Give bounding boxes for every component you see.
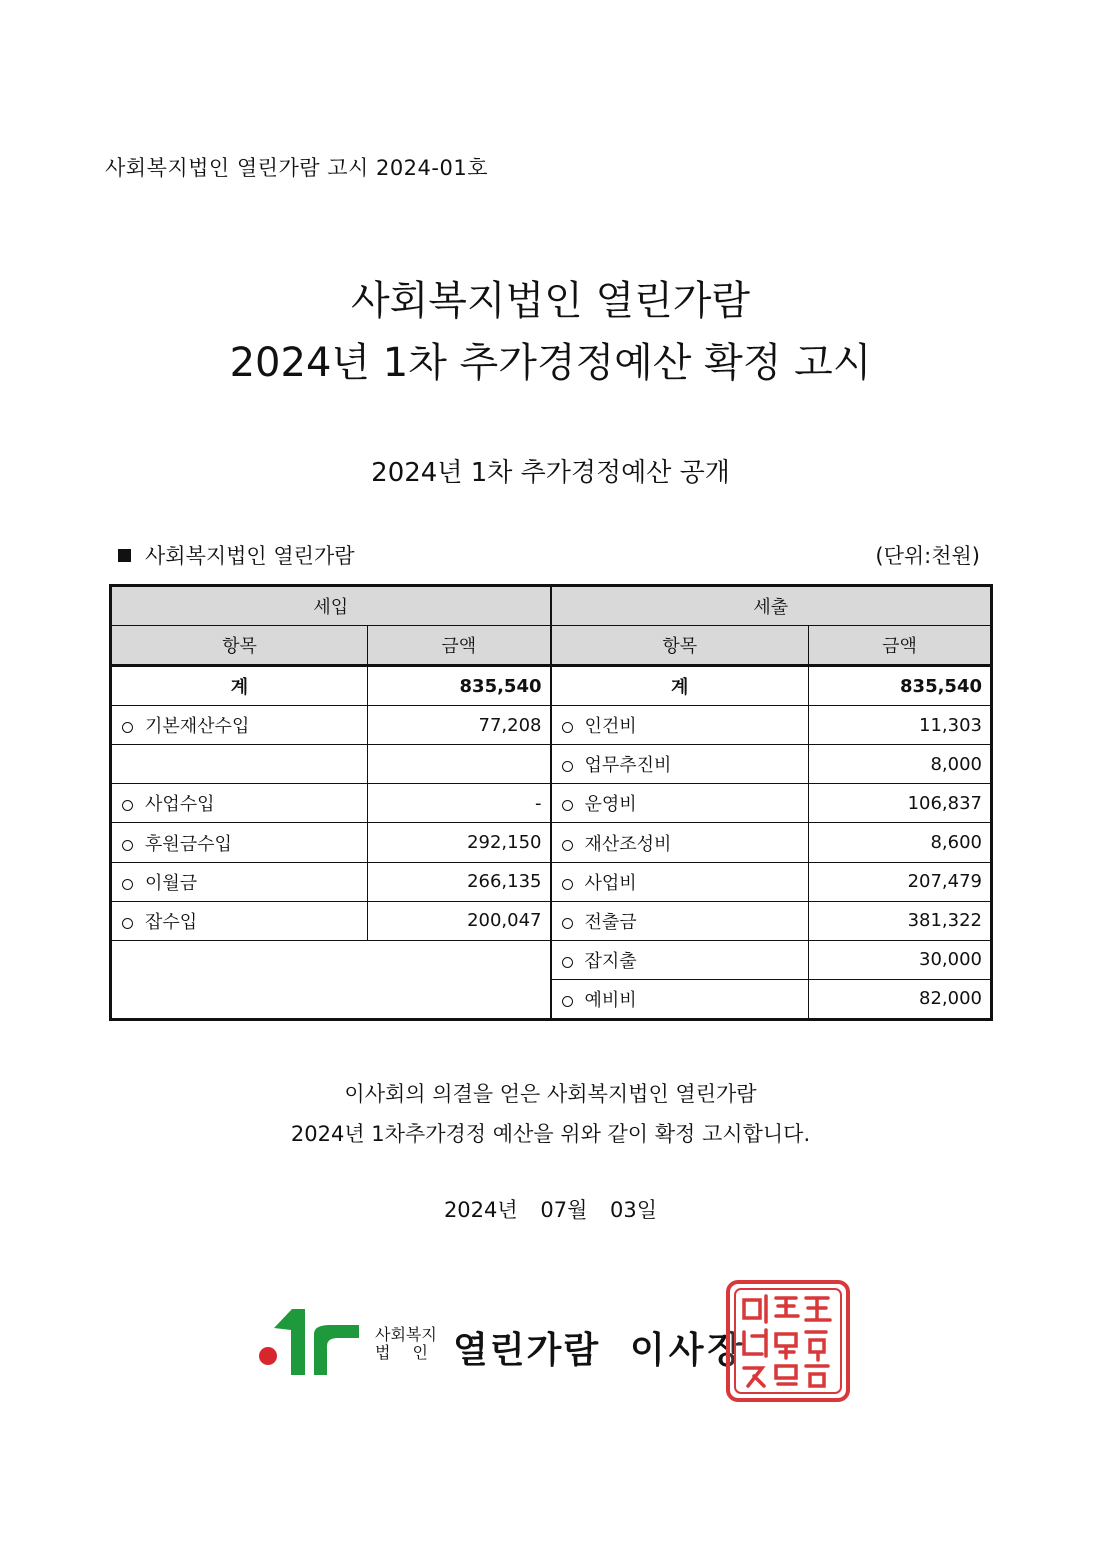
unit-label: (단위:천원) <box>875 544 980 568</box>
expense-total-amount: 835,540 <box>809 666 992 706</box>
circle-bullet-icon <box>562 800 573 811</box>
total-row <box>111 666 992 706</box>
expense-amount: 106,837 <box>809 784 992 823</box>
organization-name: 열린가람 <box>453 1330 601 1371</box>
revenue-amount: 77,208 <box>368 706 551 745</box>
table-row <box>111 745 992 784</box>
circle-bullet-icon <box>562 918 573 929</box>
expense-amount-header: 금액 <box>809 626 992 666</box>
expense-item: 재산조성비 <box>551 823 809 862</box>
revenue-amount <box>368 745 551 784</box>
revenue-item <box>111 745 368 784</box>
revenue-amount: 292,150 <box>368 823 551 862</box>
expense-item-header: 항목 <box>551 626 809 666</box>
expense-total-label: 계 <box>551 666 809 706</box>
revenue-amount: 200,047 <box>368 901 551 940</box>
expense-amount: 11,303 <box>809 706 992 745</box>
circle-bullet-icon <box>562 957 573 968</box>
table-row <box>111 901 992 940</box>
closing-line-1: 이사회의 의결을 얻은 사회복지법인 열린가람 <box>344 1082 757 1106</box>
title-line-2: 2024년 1차 추가경정예산 확정 고시 <box>229 340 872 386</box>
expense-amount: 8,600 <box>809 823 992 862</box>
section-header <box>118 540 980 570</box>
expense-amount: 30,000 <box>809 940 992 979</box>
table-row <box>111 823 992 862</box>
revenue-item: 사업수입 <box>111 784 368 823</box>
table-group-header-row <box>111 586 992 626</box>
table-row <box>111 706 992 745</box>
signatory-title: 이사장 <box>630 1330 747 1371</box>
revenue-item: 잡수입 <box>111 901 368 940</box>
revenue-total-label: 계 <box>111 666 368 706</box>
circle-bullet-icon <box>562 761 573 772</box>
circle-bullet-icon <box>122 800 133 811</box>
page-title <box>0 270 1101 394</box>
revenue-item: 후원금수입 <box>111 823 368 862</box>
circle-bullet-icon <box>122 918 133 929</box>
document-number: 사회복지법인 열린가람 고시 2024-01호 <box>105 156 488 180</box>
expense-item: 사업비 <box>551 862 809 901</box>
closing-statement <box>0 1074 1101 1154</box>
organization-logo-icon <box>258 1304 368 1380</box>
expense-amount: 207,479 <box>809 862 992 901</box>
announcement-date: 2024년 07월 03일 <box>443 1198 658 1222</box>
table-row <box>111 862 992 901</box>
revenue-empty-cell <box>111 940 551 1019</box>
circle-bullet-icon <box>122 722 133 733</box>
title-line-1: 사회복지법인 열린가람 <box>350 278 751 324</box>
expense-amount: 8,000 <box>809 745 992 784</box>
circle-bullet-icon <box>562 996 573 1007</box>
circle-bullet-icon <box>122 879 133 890</box>
expense-item: 운영비 <box>551 784 809 823</box>
revenue-item: 기본재산수입 <box>111 706 368 745</box>
circle-bullet-icon <box>122 840 133 851</box>
revenue-amount: 266,135 <box>368 862 551 901</box>
revenue-amount-header: 금액 <box>368 626 551 666</box>
circle-bullet-icon <box>562 840 573 851</box>
revenue-header: 세입 <box>111 586 551 626</box>
expense-item: 전출금 <box>551 901 809 940</box>
expense-amount: 381,322 <box>809 901 992 940</box>
closing-line-2: 2024년 1차추가경정 예산을 위와 같이 확정 고시합니다. <box>290 1122 811 1146</box>
budget-table <box>109 584 993 1021</box>
table-column-header-row <box>111 626 992 666</box>
square-bullet-icon <box>118 549 131 562</box>
circle-bullet-icon <box>562 879 573 890</box>
expense-item: 인건비 <box>551 706 809 745</box>
table-row <box>111 940 992 979</box>
revenue-amount: - <box>368 784 551 823</box>
expense-item: 예비비 <box>551 979 809 1019</box>
expense-item: 잡지출 <box>551 940 809 979</box>
revenue-item: 이월금 <box>111 862 368 901</box>
revenue-total-amount: 835,540 <box>368 666 551 706</box>
organization-type-label: 사회복지 법인 <box>375 1325 450 1362</box>
expense-item: 업무추진비 <box>551 745 809 784</box>
expense-amount: 82,000 <box>809 979 992 1019</box>
table-row <box>111 784 992 823</box>
revenue-item-header: 항목 <box>111 626 368 666</box>
circle-bullet-icon <box>562 722 573 733</box>
expense-header: 세출 <box>551 586 992 626</box>
page-subtitle: 2024년 1차 추가경정예산 공개 <box>371 458 730 488</box>
section-label: 사회복지법인 열린가람 <box>145 544 355 568</box>
official-seal-icon <box>726 1280 850 1402</box>
